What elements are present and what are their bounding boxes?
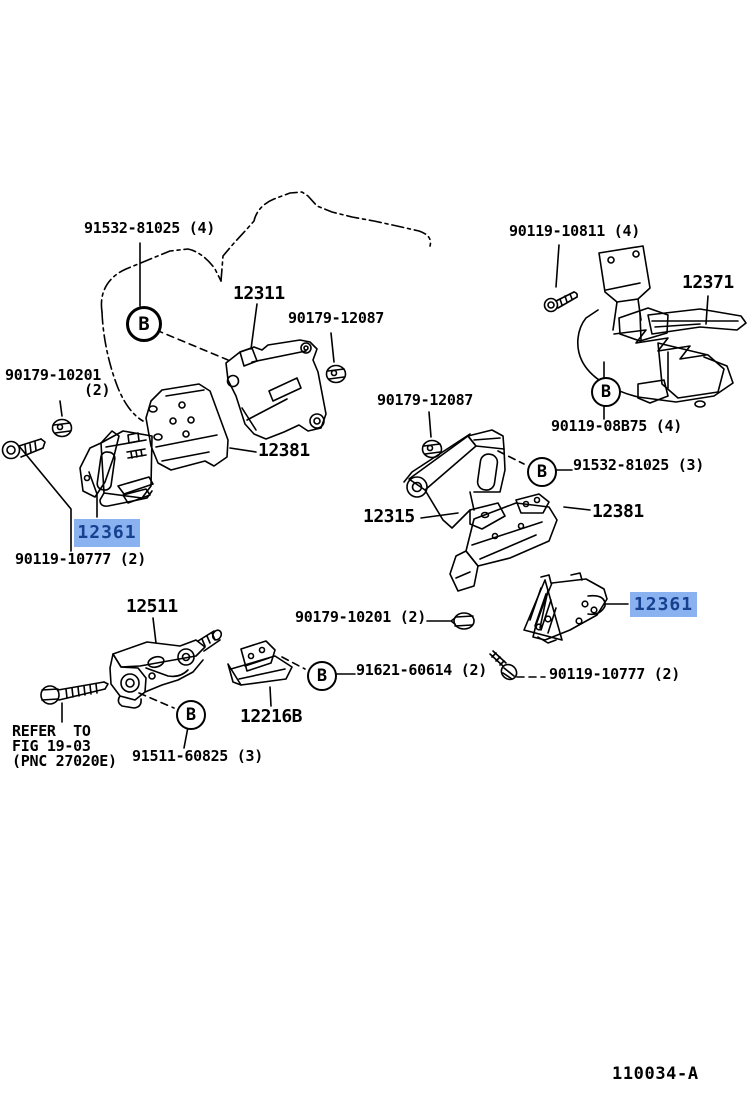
callout-b-5: B <box>176 700 206 730</box>
bolt-12511-through <box>41 682 108 704</box>
part-12311-drawing <box>226 340 326 439</box>
drawing-number: 110034-A <box>612 1064 699 1084</box>
label-90119-10777-right: 90119-10777 (2) <box>549 665 680 683</box>
part-12361-right-drawing <box>524 573 607 643</box>
nut-90179-12087-left <box>327 366 346 383</box>
label-91621-60614: 91621-60614 (2) <box>356 661 487 679</box>
label-90119-10777-left: 90119-10777 (2) <box>15 550 146 568</box>
label-12311: 12311 <box>233 283 285 304</box>
part-12216b-drawing <box>228 641 292 685</box>
label-90119-10811: 90119-10811 (4) <box>509 222 640 240</box>
label-12381-lower: 12381 <box>592 501 644 522</box>
label-90179-10201-line1: 90179-10201 <box>5 366 102 384</box>
label-91532-81025-3: 91532-81025 (3) <box>573 456 704 474</box>
callout-b-2: B <box>591 377 621 407</box>
label-91532-81025-4: 91532-81025 (4) <box>84 219 215 237</box>
screw-90119-10811 <box>545 292 578 312</box>
callout-b-4: B <box>307 661 337 691</box>
callout-b-1: B <box>126 306 162 342</box>
label-90119-08b75: 90119-08B75 (4) <box>551 417 682 435</box>
bolt-90119-10777-right <box>490 651 520 683</box>
label-12371: 12371 <box>682 272 734 293</box>
label-12381-upper: 12381 <box>258 440 310 461</box>
refer-note-line3: (PNC 27020E) <box>12 752 117 770</box>
label-12511: 12511 <box>126 596 178 617</box>
clip-90179-10201-right <box>451 613 474 629</box>
label-90179-12087-upper: 90179-12087 <box>288 309 385 327</box>
label-90179-10201-right: 90179-10201 (2) <box>295 608 426 626</box>
label-12361-right-highlighted[interactable]: 12361 <box>630 592 697 617</box>
part-12381-upper-drawing <box>146 384 228 470</box>
part-12361-left-drawing <box>80 431 153 506</box>
bolt-90119-10777-left <box>3 439 46 459</box>
label-91511-60825: 91511-60825 (3) <box>132 747 263 765</box>
label-90179-10201-line2: (2) <box>84 381 111 399</box>
nut-90179-10201-left <box>53 420 72 437</box>
label-90179-12087-lower: 90179-12087 <box>377 391 474 409</box>
callout-b-3: B <box>527 457 557 487</box>
label-12216b: 12216B <box>240 706 303 727</box>
label-12315: 12315 <box>363 506 415 527</box>
part-12511-drawing <box>110 629 223 708</box>
clip-90179-12087-right <box>423 441 442 458</box>
label-12361-left-highlighted[interactable]: 12361 <box>74 519 140 547</box>
refer-note-line1: REFER TO <box>12 722 91 740</box>
refer-note-line2: FIG 19-03 <box>12 737 91 755</box>
